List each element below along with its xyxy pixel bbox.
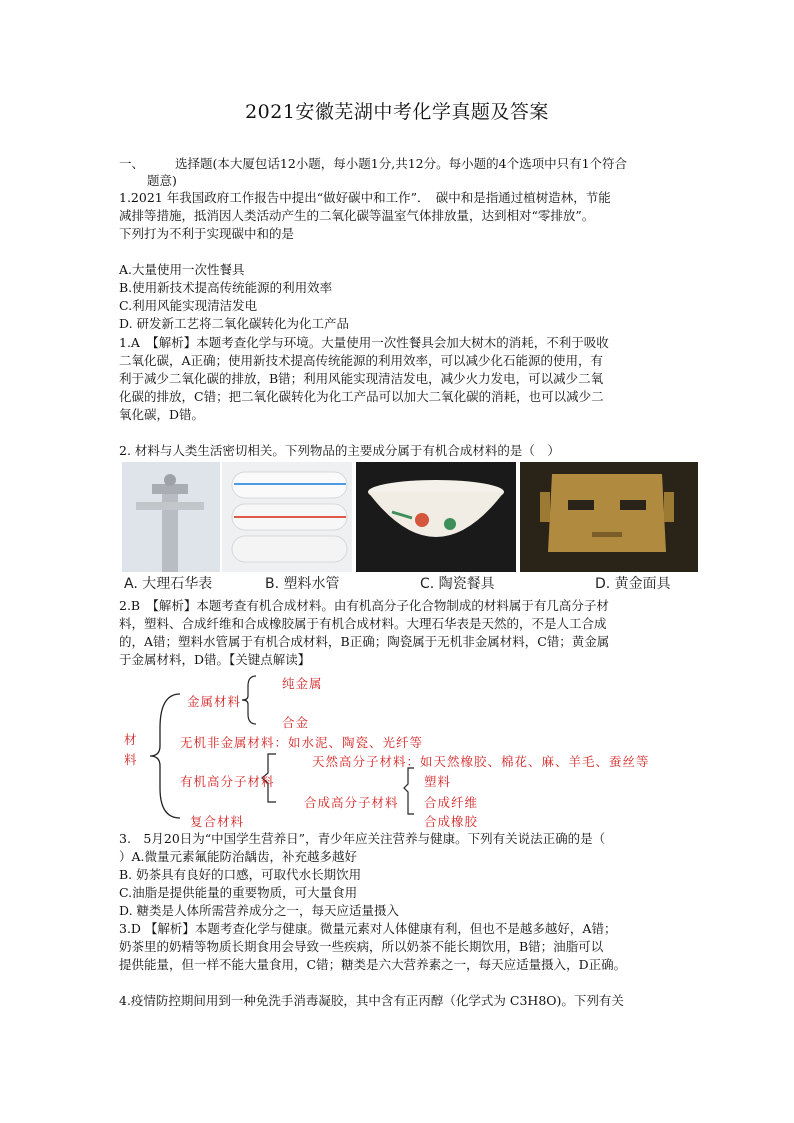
plastic-pipe-image bbox=[222, 462, 352, 572]
q2-stem: 2. 材料与人类生活密切相关。下列物品的主要成分属于有机合成材料的是（ ） bbox=[119, 443, 560, 458]
section-heading-cont: 题意) bbox=[147, 173, 177, 188]
q3-line: ）A.微量元素氟能防治龋齿，补充越多越好 bbox=[119, 849, 358, 864]
q1-answer-line: 利于减少二氧化碳的排放，B错；利用风能实现清洁发电，减少火力发电，可以减少二氧 bbox=[119, 371, 604, 386]
q1-stem-line: 1.2021 年我国政府工作报告中提出“做好碳中和工作”． 碳中和是指通过植树造林，节能 bbox=[119, 190, 611, 205]
q1-answer-line: 氧化碳，D错。 bbox=[119, 407, 205, 422]
q3-line: 提供能量，但一样不能大量食用，C错；糖类是六大营养素之一，每天应适量摄入，D正确。 bbox=[119, 957, 627, 972]
diagram-organic-polymer: 有机高分子材料 bbox=[180, 774, 275, 789]
golden-mask-image bbox=[520, 462, 698, 572]
q3-line: D. 糖类是人体所需营养成分之一，每天应适量摄入 bbox=[119, 903, 400, 918]
q2-answer-line: 于金属材料，D错。【关键点解读】 bbox=[119, 652, 311, 667]
diagram-metal-materials: 金属材料 bbox=[187, 694, 242, 709]
q2-caption-b: B. 塑料水管 bbox=[265, 576, 340, 592]
q1-option-c: C.利用风能实现清洁发电 bbox=[119, 298, 258, 313]
q4-stem: 4.疫情防控期间用到一种免洗手消毒凝胶，其中含有正丙醇（化学式为 C3H8O)。下列有关 bbox=[119, 993, 624, 1008]
q3-line: 奶茶里的奶精等物质长期食用会导致一些疾病，所以奶茶不能长期饮用，B错；油脂可以 bbox=[119, 939, 604, 954]
diagram-synthetic-rubber: 合成橡胶 bbox=[424, 814, 479, 829]
diagram-synthetic-fiber: 合成纤维 bbox=[424, 795, 479, 810]
q2-caption-d: D. 黄金面具 bbox=[595, 576, 671, 592]
q1-stem-line: 下列打为不利于实现碳中和的是 bbox=[119, 226, 295, 241]
page-title: 2021安徽芜湖中考化学真题及答案 bbox=[245, 101, 549, 123]
diagram-inorganic-materials: 无机非金属材料：如水泥、陶瓷、光纤等 bbox=[180, 735, 424, 750]
q3-line: C.油脂是提供能量的重要物质，可大量食用 bbox=[119, 885, 358, 900]
q1-option-a: A.大量使用一次性餐具 bbox=[119, 262, 245, 277]
q3-line: B. 奶茶具有良好的口感，可取代水长期饮用 bbox=[119, 867, 362, 882]
diagram-natural-polymer: 天然高分子材料：如天然橡胶、棉花、麻、羊毛、蚕丝等 bbox=[312, 754, 650, 769]
q2-caption-c: C. 陶瓷餐具 bbox=[420, 576, 495, 592]
diagram-composite-materials: 复合材料 bbox=[190, 814, 245, 829]
q1-answer-line: 1.A 【解析】本题考查化学与环境。大量使用一次性餐具会加大树木的消耗，不利于吸收 bbox=[119, 335, 609, 350]
q2-answer-line: 2.B 【解析】本题考查有机合成材料。由有机高分子化合物制成的材料属于有几高分子材 bbox=[119, 598, 609, 613]
q2-caption-a: A. 大理石华表 bbox=[124, 576, 213, 592]
q1-option-d: D. 研发新工艺将二氧化碳转化为化工产品 bbox=[119, 316, 350, 331]
diagram-alloy: 合金 bbox=[282, 715, 310, 730]
q1-option-b: B.使用新技术提高传统能源的利用效率 bbox=[119, 280, 333, 295]
marble-pillar-image bbox=[122, 462, 220, 572]
q3-line: 3. 5月20日为“中国学生营养日”，青少年应关注营养与健康。下列有关说法正确的是（ bbox=[119, 831, 606, 846]
q2-answer-line: 的，A错；塑料水管属于有机合成材料，B正确；陶瓷属于无机非金属材料，C错；黄金属 bbox=[119, 634, 610, 649]
diagram-root-materials: 材 料 bbox=[124, 732, 138, 767]
q2-answer-line: 料，塑料、合成纤维和合成橡胶属于有机合成材料。大理石华表是天然的，不是人工合成 bbox=[119, 616, 607, 631]
q1-stem-line: 减排等措施，抵消因人类活动产生的二氧化碳等温室气体排放量，达到相对“零排放”。 bbox=[119, 208, 595, 223]
diagram-pure-metal: 纯金属 bbox=[282, 676, 323, 691]
q3-line: 3.D 【解析】本题考查化学与健康。微量元素对人体健康有利，但也不是越多越好，A错； bbox=[119, 921, 617, 936]
q1-answer-line: 二氧化碳，A正确；使用新技术提高传统能源的利用效率，可以减少化石能源的使用，有 bbox=[119, 353, 604, 368]
diagram-plastic: 塑料 bbox=[424, 774, 452, 789]
section-heading: 选择题(本大厦包话12小题，每小题1分,共12分。每小题的4个选项中只有1个符合 bbox=[175, 156, 628, 171]
ceramic-bowl-image bbox=[356, 462, 516, 572]
section-number: 一、 bbox=[119, 156, 145, 171]
q1-answer-line: 化碳的排放，C错；把二氧化碳转化为化工产品可以加大二氧化碳的消耗，也可以减少二 bbox=[119, 389, 604, 404]
diagram-synthetic-polymer: 合成高分子材料 bbox=[304, 795, 399, 810]
